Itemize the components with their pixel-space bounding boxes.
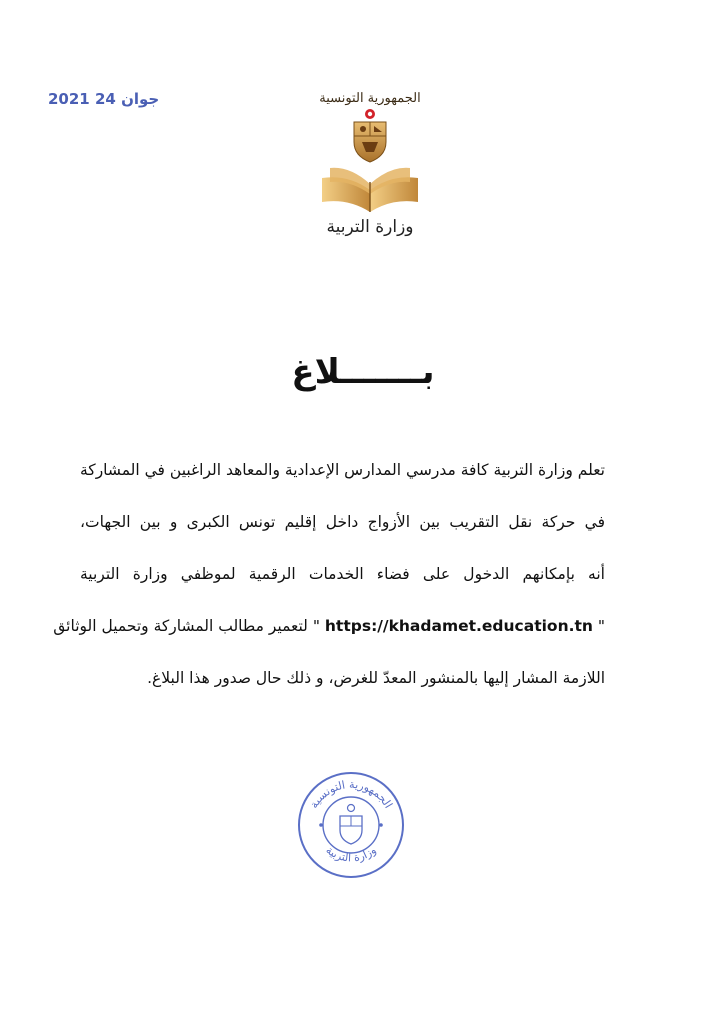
body-line-2: في حركة نقل التقريب بين الأزواج داخل إقليم تونس الكبرى و بين الجهات،	[80, 513, 605, 531]
ministry-logo	[300, 82, 440, 242]
khadamet-link[interactable]: https://khadamet.education.tn	[324, 617, 593, 635]
date-stamp: 2021 جوان 24	[48, 90, 160, 108]
ministry-name: وزارة التربية	[326, 217, 414, 237]
seal-top-text: الجمهورية التونسية	[307, 777, 395, 811]
page-title: بـــــــلاغ	[291, 352, 435, 392]
body-line-4-text: " لتعمير مطالب المشاركة وتحميل الوثائق	[53, 617, 325, 635]
ministry-emblem-icon	[300, 82, 440, 242]
svg-text:وزارة التربية	[323, 844, 378, 865]
seal-bottom-text: وزارة التربية	[323, 843, 379, 865]
body-line-5: اللازمة المشار إليها بالمنشور المعدّ للغرض، و ذلك حال صدور هذا البلاغ.	[147, 669, 605, 687]
official-seal	[296, 770, 406, 880]
emblem-top-text: الجمهورية التونسية	[319, 91, 421, 106]
body-line-3: أنه بإمكانهم الدخول على فضاء الخدمات الرقمية لموظفي وزارة التربية	[80, 565, 605, 583]
announcement-body	[53, 452, 605, 712]
seal-stamp-icon	[296, 770, 406, 880]
quote-open: "	[592, 617, 605, 635]
body-line-4	[53, 608, 605, 660]
body-line-1: تعلم وزارة التربية كافة مدرسي المدارس الإعدادية والمعاهد الراغبين في المشاركة	[80, 461, 605, 479]
